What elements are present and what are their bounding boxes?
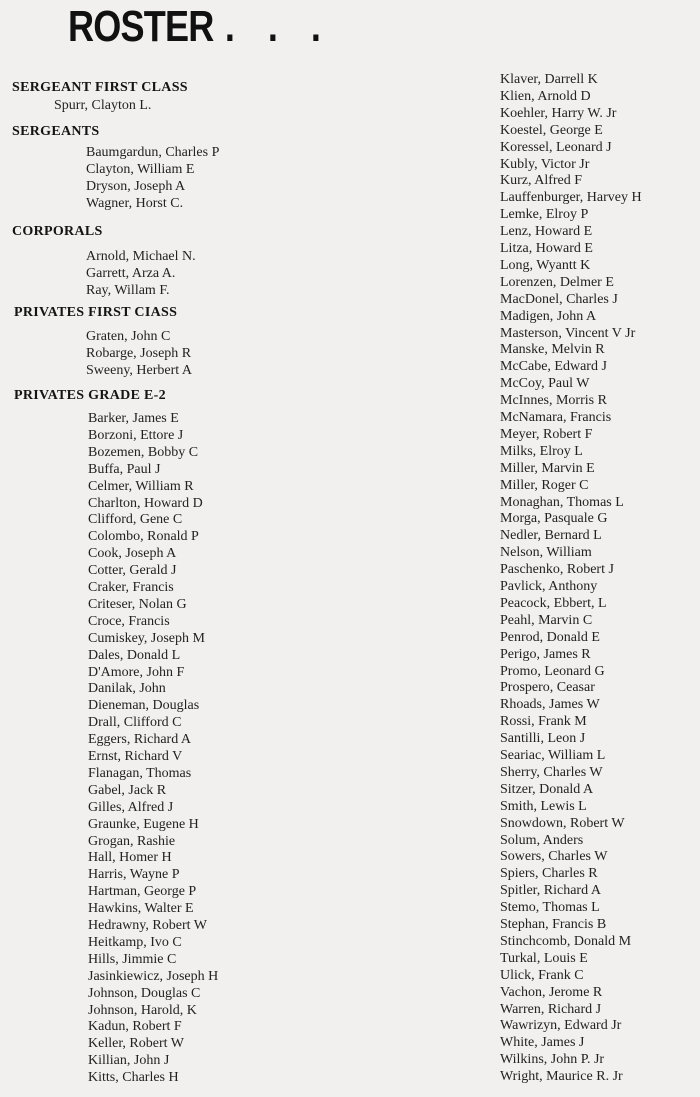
roster-name: Spurr, Clayton L. [54, 98, 152, 113]
roster-name: McInnes, Morris R [500, 393, 607, 409]
roster-name: Kurz, Alfred F [500, 173, 583, 189]
roster-name: Spiers, Charles R [500, 866, 598, 882]
roster-name: Peahl, Marvin C [500, 612, 593, 628]
roster-name: Ulick, Frank C [500, 967, 584, 983]
roster-name: Dryson, Joseph A [86, 178, 186, 194]
roster-name: Stinchcomb, Donald M [500, 933, 632, 949]
roster-name: McCabe, Edward J [500, 359, 607, 375]
roster-name: Baumgardun, Charles P [86, 145, 220, 160]
roster-name: D'Amore, John F [88, 664, 185, 680]
roster-name: Nedler, Bernard L [500, 528, 602, 544]
roster-name: Solum, Anders [500, 832, 584, 848]
roster-name: Sweeny, Herbert A [86, 362, 193, 378]
title-dots: . . . [224, 2, 333, 51]
roster-name: Lemke, Elroy P [500, 207, 589, 223]
roster-name: Warren, Richard J [500, 1001, 602, 1017]
roster-name: Kitts, Charles H [88, 1070, 179, 1086]
roster-name: Barker, James E [88, 411, 179, 426]
roster-name: Kubly, Victor Jr [500, 156, 590, 172]
roster-name: Sherry, Charles W [500, 764, 603, 780]
roster-name: Hartman, George P [88, 884, 197, 900]
roster-name: Hall, Homer H [88, 850, 172, 866]
roster-name: Vachon, Jerome R [500, 984, 603, 1000]
section-heading: SERGEANT FIRST CLASS [12, 80, 188, 95]
roster-name: Bozemen, Bobby C [88, 444, 199, 460]
section-heading: PRIVATES GRADE E-2 [14, 388, 166, 403]
roster-name: Robarge, Joseph R [86, 345, 192, 361]
roster-name: Sitzer, Donald A [500, 781, 594, 797]
roster-name: Ernst, Richard V [88, 749, 183, 764]
roster-name: Stephan, Francis B [500, 917, 607, 932]
roster-name: Hills, Jimmie C [88, 951, 177, 967]
roster-name: Johnson, Douglas C [88, 985, 201, 1001]
roster-name: Arnold, Michael N. [86, 249, 196, 264]
roster-name: Miller, Marvin E [500, 460, 595, 476]
roster-name: Craker, Francis [88, 580, 174, 595]
roster-name: Celmer, William R [88, 478, 194, 494]
section-heading: CORPORALS [12, 224, 103, 239]
roster-name: Drall, Clifford C [88, 715, 182, 731]
roster-name: Spitler, Richard A [500, 883, 601, 899]
roster-name: Smith, Lewis L [500, 798, 587, 814]
roster-name: Promo, Leonard G [500, 663, 605, 679]
roster-name: Dieneman, Douglas [88, 698, 200, 714]
roster-name: Santilli, Leon J [500, 731, 586, 747]
roster-name: Buffa, Paul J [88, 461, 161, 477]
roster-name: Koestel, George E [500, 122, 603, 138]
roster-name: Wilkins, John P. Jr [500, 1052, 605, 1068]
roster-name: Flanagan, Thomas [88, 765, 192, 781]
roster-name: Koehler, Harry W. Jr [500, 105, 617, 121]
roster-name: Morga, Pasquale G [500, 511, 608, 527]
roster-name: Hedrawny, Robert W [88, 918, 207, 933]
roster-name: Gabel, Jack R [88, 782, 167, 798]
section-heading: PRIVATES FIRST CIASS [14, 305, 178, 320]
roster-name: Clayton, William E [86, 161, 195, 177]
roster-name: MacDonel, Charles J [500, 291, 618, 307]
roster-name: Keller, Robert W [88, 1036, 184, 1052]
roster-name: Manske, Melvin R [500, 342, 605, 358]
roster-name: Rossi, Frank M [500, 714, 587, 730]
roster-name: Sowers, Charles W [500, 849, 608, 865]
roster-name: Charlton, Howard D [88, 495, 203, 511]
roster-name: Meyer, Robert F [500, 426, 593, 442]
roster-name: Turkal, Louis E [500, 950, 588, 966]
roster-name: Cook, Joseph A [88, 546, 177, 562]
title-text: ROSTER [68, 2, 214, 51]
roster-name: Kadun, Robert F [88, 1019, 182, 1035]
roster-name: Hawkins, Walter E [88, 901, 194, 917]
roster-name: Danilak, John [88, 681, 166, 697]
roster-name: Gilles, Alfred J [88, 799, 174, 815]
roster-name: Borzoni, Ettore J [88, 427, 184, 443]
roster-name: Paschenko, Robert J [500, 562, 614, 578]
roster-name: Klaver, Darrell K [500, 72, 598, 87]
roster-name: Stemo, Thomas L [500, 900, 600, 916]
roster-name: Graunke, Eugene H [88, 816, 199, 832]
roster-name: Klien, Arnold D [500, 88, 591, 104]
roster-name: Wawrizyn, Edward Jr [500, 1018, 622, 1034]
roster-name: Madigen, John A [500, 308, 597, 324]
roster-name: Nelson, William [500, 545, 592, 561]
roster-name: Penrod, Donald E [500, 629, 600, 645]
roster-name: Miller, Roger C [500, 477, 589, 493]
roster-name: Rhoads, James W [500, 697, 600, 713]
roster-name: Ray, Willam F. [86, 282, 170, 298]
page-title [68, 2, 332, 52]
roster-name: Eggers, Richard A [88, 732, 192, 748]
roster-name: Masterson, Vincent V Jr [500, 325, 636, 341]
roster-name: Johnson, Harold, K [88, 1002, 197, 1018]
roster-name: McCoy, Paul W [500, 376, 590, 392]
roster-name: Cumiskey, Joseph M [88, 630, 205, 646]
roster-name: Peacock, Ebbert, L [500, 595, 607, 611]
roster-name: Wright, Maurice R. Jr [500, 1069, 623, 1085]
roster-name: Heitkamp, Ivo C [88, 934, 182, 950]
roster-name: Milks, Elroy L [500, 443, 583, 459]
roster-name: Lorenzen, Delmer E [500, 274, 614, 290]
roster-name: Snowdown, Robert W [500, 815, 625, 831]
roster-name: Dales, Donald L [88, 647, 181, 663]
roster-name: Killian, John J [88, 1053, 170, 1069]
roster-name: Colombo, Ronald P [88, 529, 199, 545]
section-heading: SERGEANTS [12, 124, 100, 139]
roster-name: Croce, Francis [88, 613, 170, 629]
roster-name: Graten, John C [86, 329, 171, 344]
roster-name: Prospero, Ceasar [500, 680, 595, 696]
roster-name: Pavlick, Anthony [500, 579, 598, 594]
roster-name: Wagner, Horst C. [86, 195, 184, 211]
roster-name: McNamara, Francis [500, 410, 612, 425]
roster-name: Clifford, Gene C [88, 512, 183, 528]
roster-name: Litza, Howard E [500, 241, 593, 256]
roster-name: Jasinkiewicz, Joseph H [88, 968, 219, 984]
roster-name: Koressel, Leonard J [500, 139, 612, 155]
roster-name: Lenz, Howard E [500, 224, 593, 240]
roster-name: Cotter, Gerald J [88, 563, 177, 579]
roster-name: Criteser, Nolan G [88, 596, 187, 612]
roster-name: Garrett, Arza A. [86, 265, 176, 281]
roster-name: Lauffenburger, Harvey H [500, 190, 642, 206]
roster-name: Monaghan, Thomas L [500, 494, 624, 510]
roster-name: Perigo, James R [500, 646, 591, 662]
roster-name: White, James J [500, 1035, 585, 1051]
roster-name: Seariac, William L [500, 748, 606, 763]
roster-name: Grogan, Rashie [88, 833, 176, 849]
roster-name: Harris, Wayne P [88, 867, 180, 883]
roster-name: Long, Wyantt K [500, 257, 591, 273]
